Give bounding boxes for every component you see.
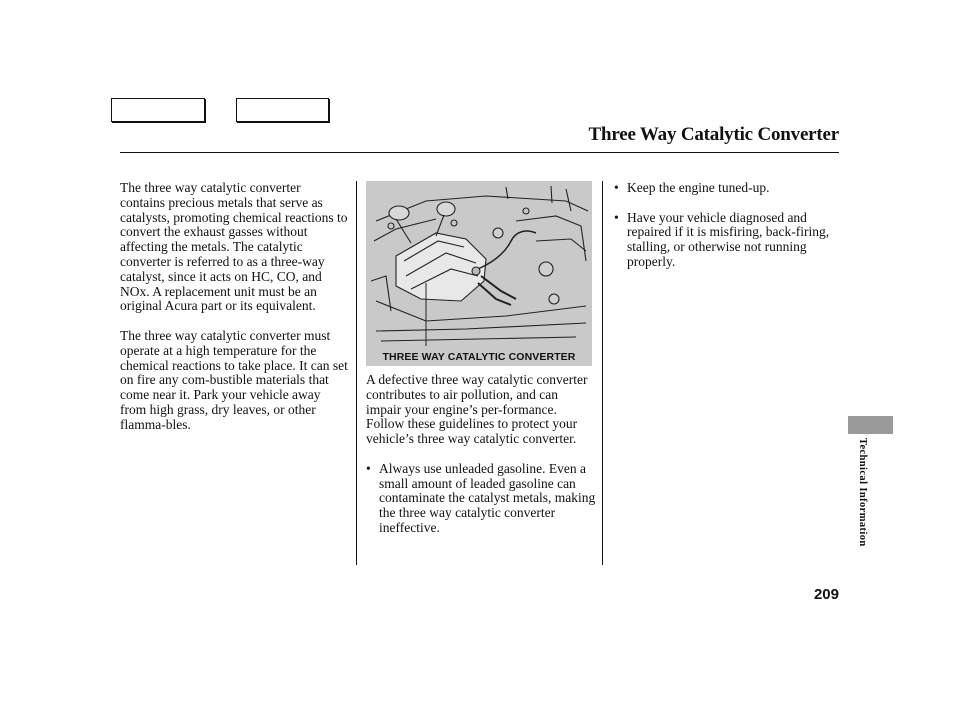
bullet-text-diagnose-repair: Have your vehicle diagnosed and repaired if it is misfiring, back-firing, stalling, or otherwise not running properly.	[627, 209, 830, 269]
column-divider	[602, 181, 603, 565]
nav-box-next[interactable]	[236, 98, 329, 122]
column-1	[120, 181, 348, 433]
catalytic-converter-illustration	[366, 181, 592, 366]
engine-bay-drawing	[366, 181, 592, 366]
bullet-item	[366, 462, 596, 536]
paragraph-defective-converter: A defective three way catalytic converter contributes to air pollution, and can impair your engine’s per-formance. Follow these guidelines to protect your vehicle’s three way catalytic converter.	[366, 372, 588, 447]
page-number: 209	[813, 586, 839, 603]
column-divider	[356, 181, 357, 565]
bullet-symbol: •	[366, 460, 371, 476]
title-rule	[120, 152, 839, 153]
bullet-symbol: •	[614, 180, 619, 195]
paragraph-catalyst-description: The three way catalytic converter contains precious metals that serve as catalysts, promoting chemical reactions to convert the exhaust gasses without affecting the metals. The catalytic converter is referred to as a three-way catalyst, since it acts on HC, CO, and NOx. A replacement unit must be an original Acura part or its equivalent.	[120, 180, 348, 314]
bullet-item	[614, 211, 834, 270]
paragraph-high-temperature: The three way catalytic converter must operate at a high temperature for the chemical reactions to take place. It can set on fire any com-bustible materials that come near it. Park your vehicle away from high grass, dry leaves, or other flamma-bles.	[120, 327, 348, 432]
bullet-item	[614, 181, 834, 196]
page-title: Three Way Catalytic Converter	[588, 124, 839, 145]
bullet-text-unleaded-gasoline: Always use unleaded gasoline. Even a small amount of leaded gasoline can contaminate the catalyst metals, making the three way catalytic converter ineffective.	[379, 460, 596, 535]
nav-box-previous[interactable]	[111, 98, 205, 122]
figure-caption: THREE WAY CATALYTIC CONVERTER	[382, 351, 576, 363]
column-3	[614, 181, 834, 270]
bullet-text-tune-up: Keep the engine tuned-up.	[627, 180, 770, 195]
section-label: Technical Information	[857, 438, 868, 547]
bullet-symbol: •	[614, 209, 619, 225]
section-tab	[848, 416, 893, 434]
column-2	[366, 373, 596, 536]
